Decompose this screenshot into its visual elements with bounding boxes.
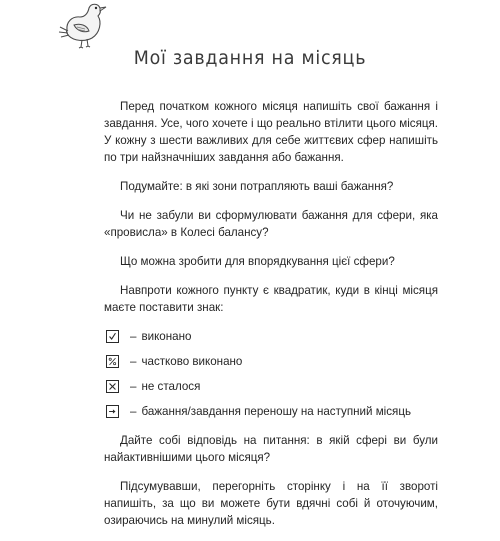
- legend-item-done: [104, 327, 438, 345]
- legend-list: [104, 327, 438, 420]
- bird-illustration-icon: [58, 0, 110, 52]
- page-title: Мої завдання на місяць: [133, 47, 367, 69]
- legend-item-postponed: [104, 402, 438, 420]
- question-balance-paragraph: Чи не забули ви сформулювати бажання для сфери, яка «провисла» в Колесі балансу?: [104, 209, 438, 239]
- gratitude-paragraph: Підсумувавши, перегорніть сторінку і на її звороті напишіть, за що ви можете бути вдячні собі й оточуючим, озираючись на минулий місяць.: [104, 480, 438, 527]
- question-zones-paragraph: Подумайте: в які зони потрапляють ваші бажання?: [120, 180, 394, 193]
- legend-dash: –: [130, 329, 137, 343]
- question-order-paragraph: Що можна зробити для впорядкування цієї сфери?: [120, 255, 395, 268]
- legend-item-partial: [104, 352, 438, 370]
- legend-text-postponed: бажання/завдання переношу на наступний місяць: [141, 404, 411, 418]
- legend-dash: –: [130, 354, 137, 368]
- legend-text-partial: частково виконано: [141, 354, 243, 368]
- percent-box-icon: [106, 355, 119, 368]
- legend-text-done: виконано: [141, 329, 192, 343]
- checkmark-box-icon: [106, 330, 119, 343]
- content-body: [104, 98, 438, 541]
- legend-dash: –: [130, 379, 137, 393]
- legend-item-failed: [104, 377, 438, 395]
- legend-text-failed: не сталося: [141, 379, 201, 393]
- legend-dash: –: [130, 404, 137, 418]
- checkbox-explanation-paragraph: Навпроти кожного пункту є квадратик, куди в кінці місяця маєте поставити знак:: [104, 284, 438, 314]
- cross-box-icon: [106, 380, 119, 393]
- intro-paragraph: Перед початком кожного місяця напишіть свої бажання і завдання. Усе, чого хочете і що реально втілити цього місяця. У кожну з шести важливих для себе життєвих сфер напишіть по три найзначніших завдання або бажання.: [104, 100, 438, 164]
- reflection-paragraph: Дайте собі відповідь на питання: в якій сфері ви були найактивнішими цього місяця?: [104, 434, 438, 464]
- arrow-box-icon: [106, 405, 119, 418]
